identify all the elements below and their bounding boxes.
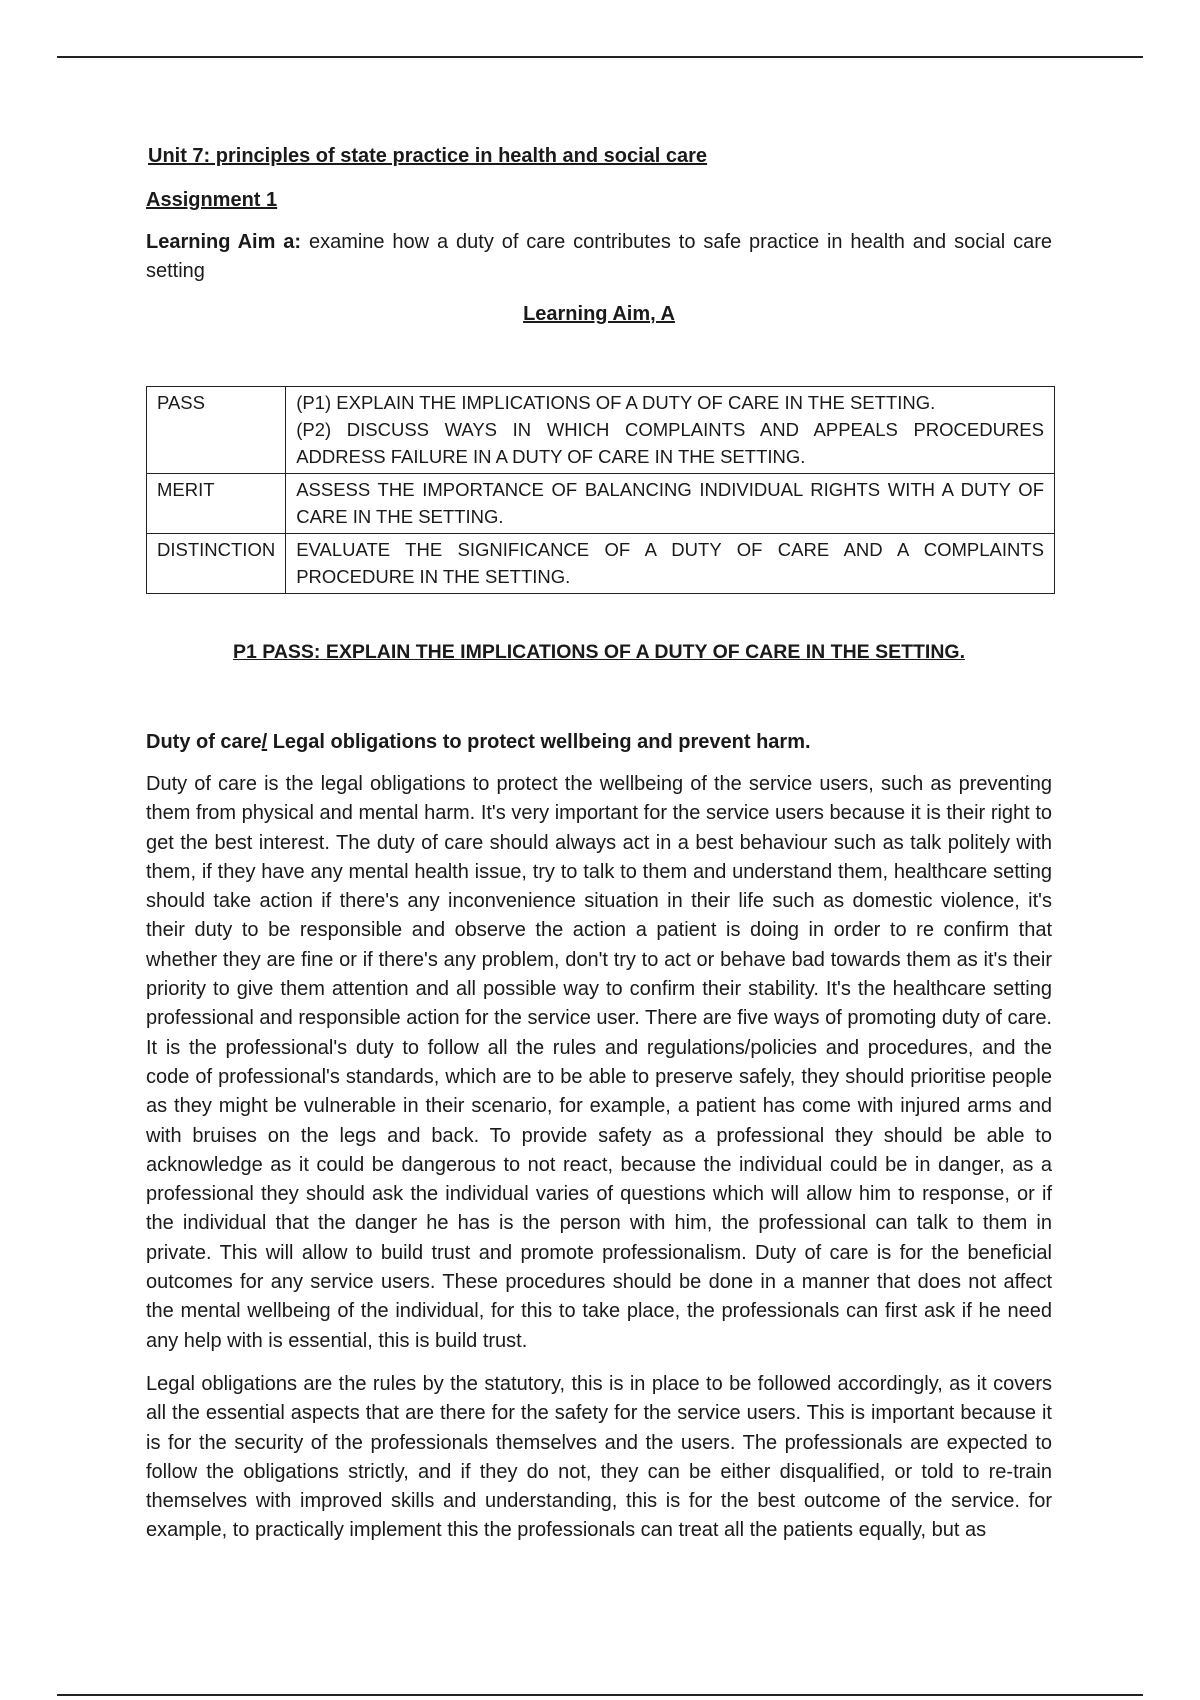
criteria-line: ASSESS THE IMPORTANCE OF BALANCING INDIVIDUAL RIGHTS WITH A DUTY OF CARE IN THE SETTING. [296,479,1044,527]
learning-aim-text: examine how a duty of care contributes to safe practice in health and social care setting [146,231,1052,282]
criteria-line: (P2) DISCUSS WAYS IN WHICH COMPLAINTS AND APPEALS PROCEDURES ADDRESS FAILURE IN A DUTY OF CARE IN THE SETTING. [296,419,1044,467]
assignment-heading: Assignment 1 [146,189,278,211]
document-body [146,142,1052,1546]
table-row [147,534,1055,594]
footer-rule [57,1694,1143,1696]
section-heading-part2: Legal obligations to protect wellbeing and prevent harm. [267,731,811,753]
criteria-line: EVALUATE THE SIGNIFICANCE OF A DUTY OF CARE AND A COMPLAINTS PROCEDURE IN THE SETTING. [296,539,1044,587]
criteria-line: (P1) EXPLAIN THE IMPLICATIONS OF A DUTY OF CARE IN THE SETTING. [296,392,936,413]
section-heading-part1: Duty of care [146,731,262,753]
grade-cell: DISTINCTION [147,534,286,594]
grade-cell: MERIT [147,474,286,534]
criteria-cell [286,474,1055,534]
section-heading-slash: / [261,731,268,753]
learning-aim-label: Learning Aim a: [146,231,302,253]
learning-aim-heading: Learning Aim, A [523,303,675,325]
table-row [147,474,1055,534]
learning-aim-statement [146,228,1052,286]
criteria-cell [286,387,1055,474]
section-heading [146,728,1052,756]
criteria-table [146,386,1055,594]
grade-cell: PASS [147,387,286,474]
body-paragraph-2: Legal obligations are the rules by the statutory, this is in place to be followed accordingly, as it covers all the essential aspects that are there for the safety for the service users. This is important because it is for the security of the professionals themselves and the users. The professionals are expected to follow the obligations strictly, and if they do not, they can be either disqualified, or told to re-train themselves with improved skills and understanding, this is for the best outcome of the service. for example, to practically implement this the professionals can treat all the patients equally, but as [146,1372,1052,1542]
header-rule [57,56,1143,58]
unit-title: Unit 7: principles of state practice in health and social care [148,145,708,167]
p1-heading: P1 PASS: EXPLAIN THE IMPLICATIONS OF A DUTY OF CARE IN THE SETTING. [232,641,966,663]
table-row [147,387,1055,474]
body-paragraph-1: Duty of care is the legal obligations to protect the wellbeing of the service users, such as preventing them from physical and mental harm. It's very important for the service users because it is their right to get the best interest. The duty of care should always act in a best behaviour such as talk politely with them, if they have any mental health issue, try to talk to them and understand them, healthcare setting should take action if there's any inconvenience situation in their life such as domestic violence, it's their duty to be responsible and observe the action a patient is doing in order to re confirm that whether they are fine or if there's any problem, don't try to act or behave bad towards them as it's their priority to give them attention and all possible way to confirm their stability. It's the healthcare setting professional and responsible action for the service user. There are five ways of promoting duty of care. It is the professional's duty to follow all the rules and regulations/policies and procedures, and the code of professional's standards, which are to be able to preserve safely, they should prioritise people as they might be vulnerable in their scenario, for example, a patient has come with injured arms and with bruises on the legs and back. To provide safety as a professional they should be able to acknowledge as it could be dangerous to not react, because the individual could be in danger, as a professional they should ask the individual varies of questions which will allow him to response, or if the individual that the danger he has is the person with him, the professional can talk to them in private. This will allow to build trust and promote professionalism. Duty of care is for the beneficial outcomes for any service users. These procedures should be done in a manner that does not affect the mental wellbeing of the individual, for this to take place, the professionals can first ask if he need any help with is essential, this is build trust. [146,773,1052,1352]
criteria-cell [286,534,1055,594]
